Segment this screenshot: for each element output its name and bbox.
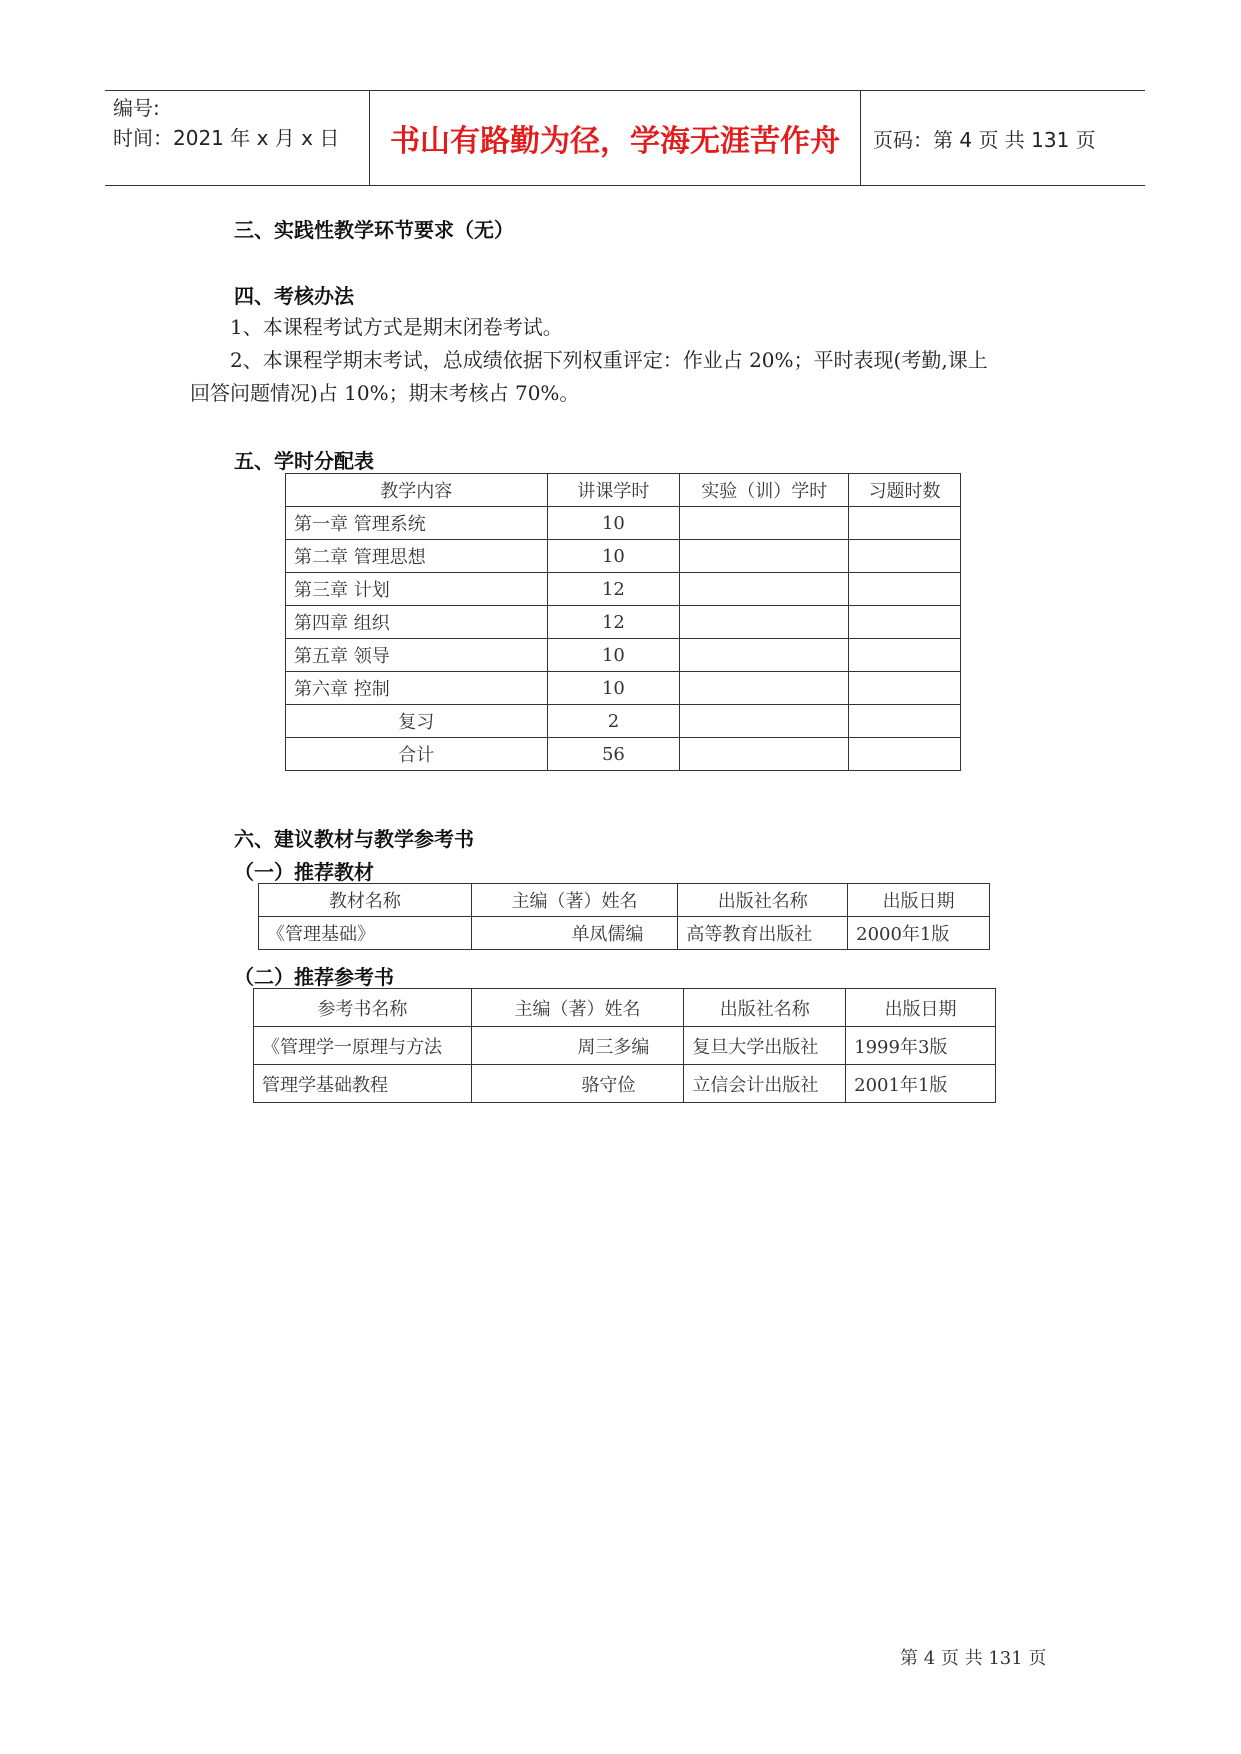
table-header-cell: 主编（著）姓名 [471,989,684,1027]
table-row [259,917,990,950]
table-cell: 合计 [286,738,548,771]
table-cell: 管理学基础教程 [254,1065,472,1103]
table-header-cell: 出版日期 [848,884,990,917]
section6-title: 六、建议教材与教学参考书 [234,827,474,851]
table-cell [849,738,961,771]
table-row [286,705,961,738]
table-cell: 2001年1版 [846,1065,996,1103]
table-cell: 复习 [286,705,548,738]
table-header-row [254,989,996,1027]
section4-paragraph-1: 1、本课程考试方式是期末闭卷考试。 [230,315,563,339]
table-cell [680,573,849,606]
table-header-cell: 出版日期 [846,989,996,1027]
table-cell: 10 [547,639,680,672]
table-header-cell: 教材名称 [259,884,472,917]
table-header-cell: 主编（著）姓名 [471,884,678,917]
table-header-cell: 实验（训）学时 [680,474,849,507]
table-cell [680,639,849,672]
table-cell [680,672,849,705]
table-cell: 2 [547,705,680,738]
table-cell: 第四章 组织 [286,606,548,639]
hours-table [285,473,961,771]
section4-paragraph-3: 回答问题情况)占 10%；期末考核占 70%。 [190,381,580,405]
table-cell: 周三多编 [471,1027,684,1065]
table-cell [849,540,961,573]
table-cell: 10 [547,507,680,540]
table-cell [849,705,961,738]
table-cell [849,606,961,639]
table-cell: 第一章 管理系统 [286,507,548,540]
table-header-row [286,474,961,507]
header-motto: 书山有路勤为径，学海无涯苦作舟 [370,91,861,185]
reference-table [253,988,996,1103]
table-cell [680,507,849,540]
table-row [286,606,961,639]
table-cell [680,606,849,639]
table-cell [849,507,961,540]
table-cell: 立信会计出版社 [684,1065,846,1103]
table-cell [680,540,849,573]
table-cell: 12 [547,606,680,639]
table-cell: 单凤儒编 [471,917,678,950]
table-row [286,672,961,705]
table-header-cell: 教学内容 [286,474,548,507]
table-cell: 《管理学一原理与方法 [254,1027,472,1065]
section6-sub1: （一）推荐教材 [234,860,374,884]
table-cell [680,705,849,738]
table-cell: 1999年3版 [846,1027,996,1065]
table-row [286,639,961,672]
table-header-cell: 讲课学时 [547,474,680,507]
textbook-table [258,883,990,950]
table-header-cell: 出版社名称 [678,884,848,917]
header-page-info: 页码：第 4 页 共 131 页 [873,127,1096,152]
table-cell: 高等教育出版社 [678,917,848,950]
table-cell: 《管理基础》 [259,917,472,950]
table-cell [849,573,961,606]
table-header-cell: 参考书名称 [254,989,472,1027]
table-header-cell: 习题时数 [849,474,961,507]
header-meta [105,91,370,185]
table-row [254,1065,996,1103]
section6-sub2: （二）推荐参考书 [234,965,394,989]
table-cell: 12 [547,573,680,606]
section5-title: 五、学时分配表 [234,449,374,473]
section4-title: 四、考核办法 [234,284,354,308]
table-cell: 第二章 管理思想 [286,540,548,573]
table-cell: 复旦大学出版社 [684,1027,846,1065]
page-header [105,90,1145,186]
time-label: 时间：2021 年 x 月 x 日 [113,126,340,150]
table-row [286,573,961,606]
table-row [286,507,961,540]
table-header-row [259,884,990,917]
table-cell: 10 [547,540,680,573]
table-cell: 56 [547,738,680,771]
number-label: 编号: [113,96,160,120]
section3-title: 三、实践性教学环节要求（无） [234,218,514,242]
table-header-cell: 出版社名称 [684,989,846,1027]
table-row [286,540,961,573]
table-row [286,738,961,771]
table-cell [849,639,961,672]
table-cell [680,738,849,771]
page-footer: 第 4 页 共 131 页 [900,1648,1047,1669]
table-cell [849,672,961,705]
table-cell: 骆守俭 [471,1065,684,1103]
table-cell: 第三章 计划 [286,573,548,606]
table-cell: 第五章 领导 [286,639,548,672]
section4-paragraph-2: 2、本课程学期末考试，总成绩依据下列权重评定：作业占 20%；平时表现(考勤,课上 [230,348,988,372]
table-cell: 第六章 控制 [286,672,548,705]
table-cell: 10 [547,672,680,705]
table-row [254,1027,996,1065]
table-cell: 2000年1版 [848,917,990,950]
